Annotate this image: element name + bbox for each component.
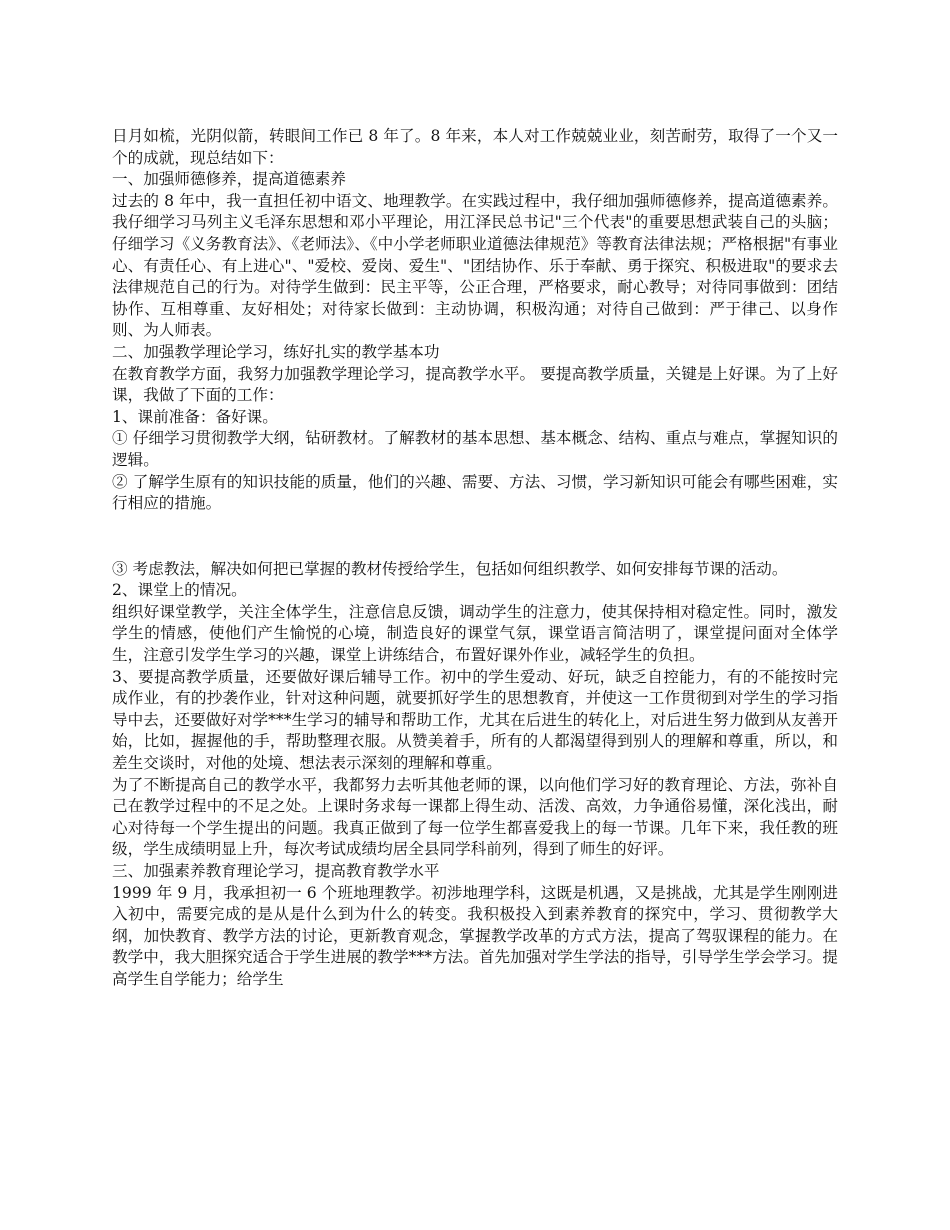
paragraph-classroom: 组织好课堂教学，关注全体学生，注意信息反馈，调动学生的注意力，使其保持相对稳定性。同时，激发学生的情感，使他们产生愉悦的心境，制造良好的课堂气氛，课堂语言简洁明了，课堂提问面对全体学生，注意引发学生学习的兴趣，课堂上讲练结合，布置好课外作业，减轻学生的负担。 [112,602,838,665]
paragraph-improvement: 为了不断提高自己的教学水平，我都努力去听其他老师的课，以向他们学习好的教育理论、方法，弥补自己在教学过程中的不足之处。上课时务求每一课都上得生动、活泼、高效，力争通俗易懂，深化浅出，耐心对待每一个学生提出的问题。我真正做到了每一位学生都喜爱我上的每一节课。几年下来，我任教的班级，学生成绩明显上升，每次考试成绩均居全县同学科前列，得到了师生的好评。 [112,775,838,859]
paragraph-geography: 1999 年 9 月，我承担初一 6 个班地理教学。初涉地理学科，这既是机遇，又是挑战，尤其是学生刚刚进入初中，需要完成的是从是什么到为什么的转变。我积极投入到素养教育的探究中，学习、贯彻教学大纲，加快教育、教学方法的讨论，更新教育观念，掌握教学改革的方式方法，提高了驾驭课程的能力。在教学中，我大胆探究适合于学生进展的教学***方法。首先加强对学生学法的指导，引导学生学会学习。提高学生自学能力；给学生 [112,883,838,988]
section-heading-2: 二、加强教学理论学习，练好扎实的教学基本功 [112,342,440,361]
paragraph-ethics: 过去的 8 年中，我一直担任初中语文、地理教学。在实践过程中，我仔细加强师德修养，提高道德素养。我仔细学习马列主义毛泽东思想和邓小平理论，用江泽民总书记"三个代表"的重要思想武装自己的头脑；仔细学习《义务教育法》、《老师法》、《中小学老师职业道德法律规范》等教育法律法规；严格根据"有事业心、有责任心、有上进心"、"爱校、爱岗、爱生"、"团结协作、乐于奉献、勇于探究、积极进取"的要求去法律规范自己的行为。对待学生做到：民主平等，公正合理，严格要求，耐心教导；对待同事做到：团结协作、互相尊重、友好相处；对待家长做到：主动协调，积极沟通；对待自己做到：严于律己、以身作则、为人师表。 [112,191,838,340]
item-lesson-prep: 1、课前准备：备好课。 [112,407,278,426]
section-heading-1: 一、加强师德修养，提高道德素养 [112,170,346,189]
paragraph-tutoring: 3、要提高教学质量，还要做好课后辅导工作。初中的学生爱动、好玩，缺乏自控能力，有的不能按时完成作业，有的抄袭作业，针对这种问题，就要抓好学生的思想教育，并使这一工作贯彻到对学生的学习指导中去，还要做好对学***生学习的辅导和帮助工作，尤其在后进生的转化上，对后进生努力做到从友善开始，比如，握握他的手，帮助整理衣服。从赞美着手，所有的人都渴望得到别人的理解和尊重，所以，和差生交谈时，对他的处境、想法表示深刻的理解和尊重。 [112,667,838,773]
item-circle-2: ② 了解学生原有的知识技能的质量，他们的兴趣、需要、方法、习惯，学习新知识可能会有哪些困难，实行相应的措施。 [112,472,838,513]
blank-gap [112,515,838,559]
section-heading-3: 三、加强素养教育理论学习，提高教育教学水平 [112,862,440,880]
item-classroom: 2、课堂上的情况。 [112,581,247,600]
item-circle-3: ③ 考虑教法，解决如何把已掌握的教材传授给学生，包括如何组织教学、如何安排每节课的活动。 [112,559,788,578]
intro-paragraph: 日月如梳，光阴似箭，转眼间工作已 8 年了。8 年来，本人对工作兢兢业业，刻苦耐劳，取得了一个又一个的成就，现总结如下： [112,127,838,167]
paragraph-teaching-theory: 在教育教学方面，我努力加强教学理论学习，提高教学水平。 要提高教学质量，关键是上好课。为了上好课，我做了下面的工作： [112,364,838,405]
document-body [112,126,838,991]
item-circle-1: ① 仔细学习贯彻教学大纲，钻研教材。了解教材的基本思想、基本概念、结构、重点与难点，掌握知识的逻辑。 [112,429,838,469]
